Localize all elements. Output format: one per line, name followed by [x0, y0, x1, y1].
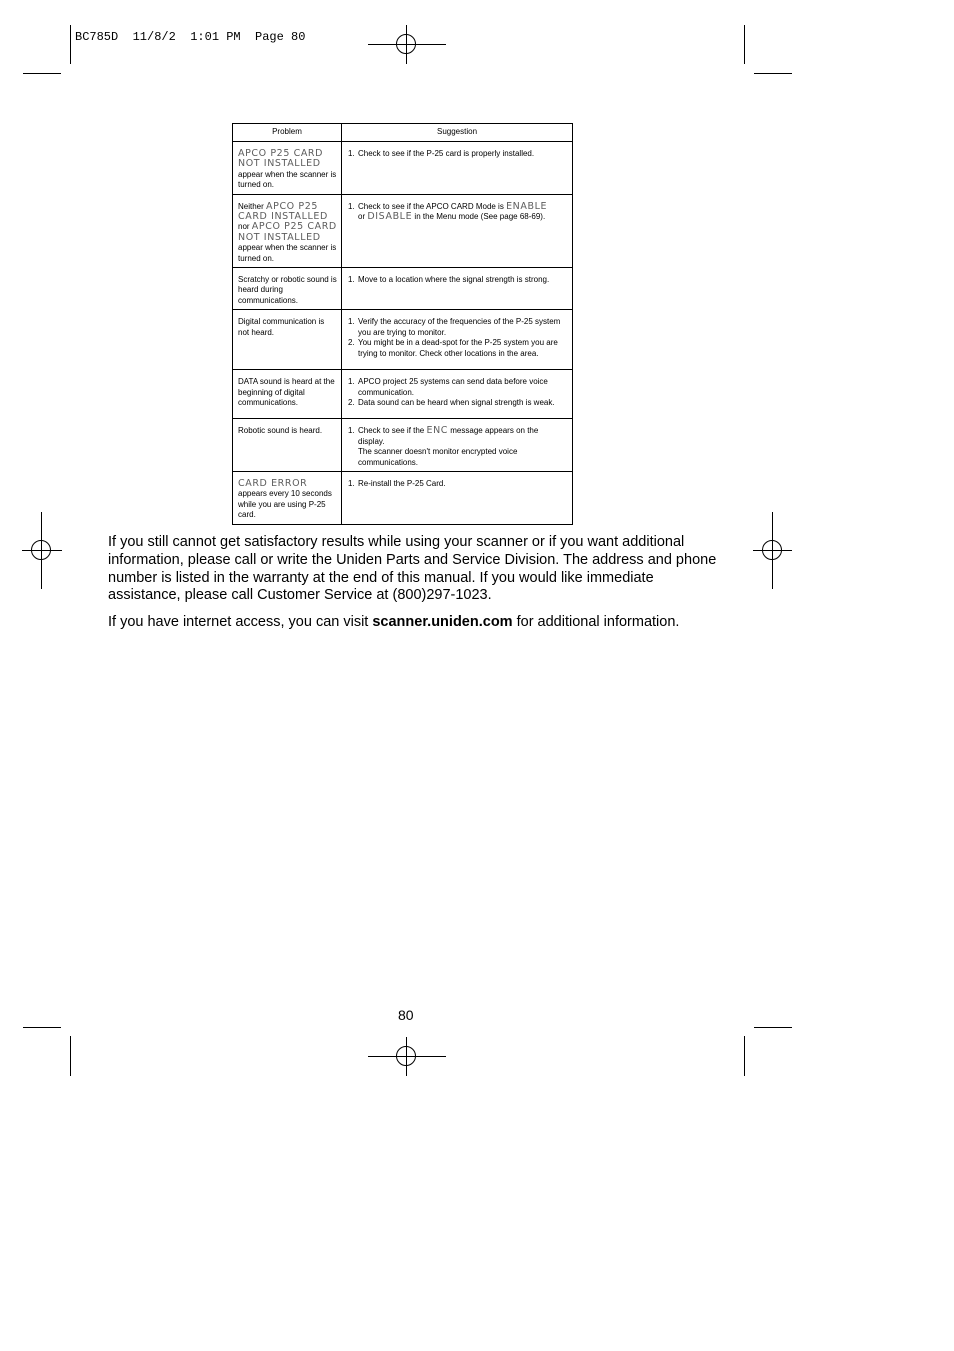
suggestion-item: 1. Verify the accuracy of the frequencies of the P-25 system you are trying to monitor. [348, 317, 561, 337]
table-row [233, 471, 573, 524]
lcd-message: APCO P25 CARD [238, 148, 324, 159]
suggestion-cell [342, 419, 573, 472]
table-row [233, 268, 573, 310]
table-row [233, 419, 573, 472]
problem-cell [233, 370, 342, 419]
suggestion-item: 1. Check to see if the APCO CARD Mode is ENABLE or DISABLE in the Menu mode (See page 68-69). [348, 200, 548, 223]
suggestion-item: 2. Data sound can be heard when signal strength is weak. [348, 398, 555, 408]
problem-cell: Neither APCO P25 CARD INSTALLED nor APCO P25 CARD NOT INSTALLED appear when the scanner is turned on. [233, 194, 342, 267]
problem-cell [233, 471, 342, 524]
lcd-message: APCO P25 CARD [251, 221, 337, 233]
problem-text: Scratchy or robotic sound is heard during communications. [238, 275, 337, 305]
internet-paragraph: If you have internet access, you can visit scanner.uniden.com for additional information. [108, 614, 680, 630]
website-link[interactable]: scanner.uniden.com [372, 614, 513, 630]
suggestion-item: 2. You might be in a dead-spot for the P-25 system you are trying to monitor. Check other locations in the area. [348, 338, 558, 358]
suggestion-cell [342, 310, 573, 370]
troubleshooting-table [232, 123, 573, 525]
suggestion-cell [342, 194, 573, 267]
table-header-row [233, 124, 573, 142]
lcd-message: APCO P25 [266, 200, 318, 212]
lcd-message: NOT INSTALLED [238, 231, 321, 243]
suggestion-cell [342, 268, 573, 310]
suggestion-cell [342, 471, 573, 524]
problem-text: appear when the scanner is turned on. [238, 243, 337, 263]
lcd-message: DISABLE [367, 211, 413, 223]
table-row [233, 310, 573, 370]
support-paragraph: If you still cannot get satisfactory results while using your scanner or if you want additional information, please call or write the Uniden Parts and Service Division. The address and phone number is listed in the warranty at the end of this manual. If you would like immediate assistance, please call Customer Service at (800)297-1023. [108, 534, 717, 604]
problem-text: appear when the scanner is turned on. [238, 169, 337, 190]
suggestion-column-header: Suggestion [342, 124, 573, 142]
problem-text: appears every 10 seconds while you are using P-25 card. [238, 489, 332, 520]
lcd-message: ENABLE [506, 200, 548, 212]
table-row [233, 142, 573, 195]
problem-cell [233, 142, 342, 195]
suggestion-item: 1. Check to see if the ENC message appears on the display. The scanner doesn't monitor encrypted voice communications. [348, 425, 539, 467]
problem-column-header: Problem [233, 124, 342, 142]
suggestion-item: 1. Check to see if the P-25 card is properly installed. [348, 149, 535, 158]
lcd-message: NOT INSTALLED [238, 158, 321, 170]
lcd-message: ENC [426, 425, 449, 437]
problem-cell [233, 310, 342, 370]
problem-cell [233, 268, 342, 310]
table-row [233, 370, 573, 419]
problem-text: Robotic sound is heard. [238, 426, 323, 436]
suggestion-item: 1. APCO project 25 systems can send data before voice communication. [348, 377, 548, 397]
suggestion-cell [342, 142, 573, 195]
problem-cell [233, 419, 342, 472]
page-number: 80 [398, 1007, 414, 1023]
table-row [233, 194, 573, 267]
lcd-message: CARD ERROR [238, 477, 308, 489]
lcd-message: CARD INSTALLED [238, 211, 328, 223]
problem-text: Digital communication is not heard. [238, 317, 325, 337]
suggestion-item: 1. Re-install the P-25 Card. [348, 478, 446, 488]
problem-text: DATA sound is heard at the beginning of digital communications. [238, 377, 335, 408]
suggestion-item: 1. Move to a location where the signal strength is strong. [348, 275, 550, 285]
suggestion-cell [342, 370, 573, 419]
print-slug: BC785D 11/8/2 1:01 PM Page 80 [75, 30, 306, 44]
